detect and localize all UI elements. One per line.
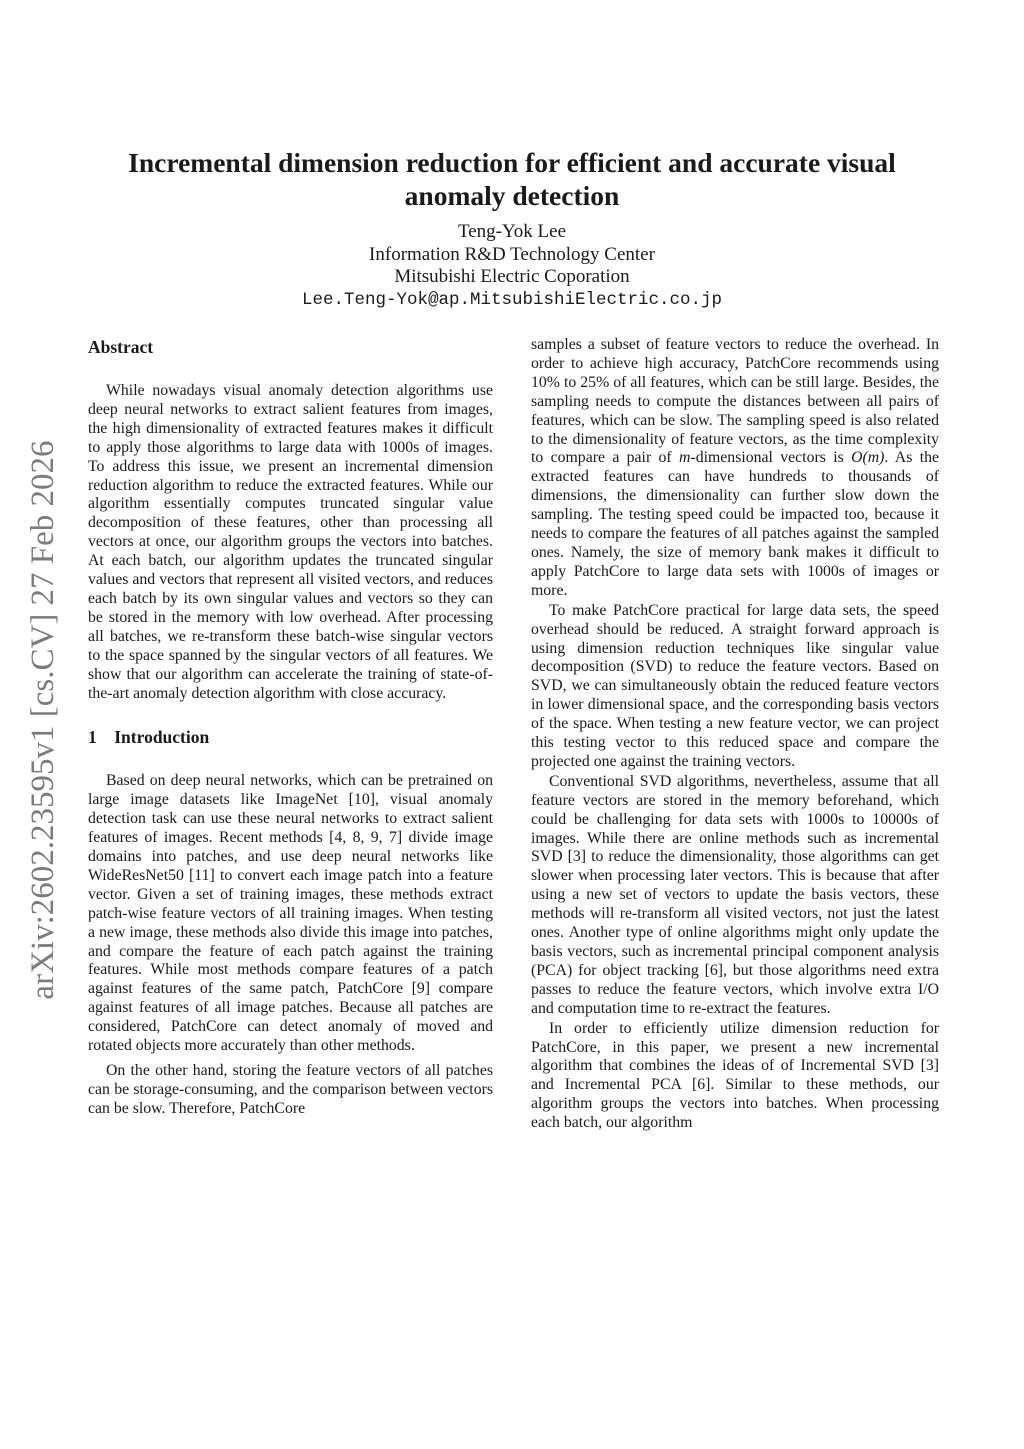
section-heading-introduction: [88, 726, 493, 748]
author-name: Teng-Yok Lee: [457, 221, 567, 242]
math-m: m: [679, 449, 691, 467]
affiliation-line-1: Information R&D Technology Center: [369, 243, 655, 265]
intro-paragraph-2: On the other hand, storing the feature vectors of all patches can be storage-consuming, and the comparison between vectors can be slow. Therefore, PatchCore: [88, 1062, 493, 1117]
author-email[interactable]: Lee.Teng-Yok@ap.MitsubishiElectric.co.jp: [301, 289, 723, 310]
abstract-heading: Abstract: [88, 337, 154, 357]
right-column: [531, 336, 939, 1133]
intro-paragraph-3: samples a subset of feature vectors to reduce the overhead. In order to achieve high accuracy, PatchCore recommends using 10% to 25% of all features, which can be still large. Besides, the sampling needs to compute the distances between all pairs of features, which can be slow. The sampling speed is also related to the dimensionality of feature vectors, as the time complexity to compare a pair of m-dimensional vectors is O(m). As the extracted features can have hundreds to thousands of dimensions, the dimensionality can further slow down the sampling. The testing speed could be impacted too, because it needs to compare the features of all patches against the sampled ones. Namely, the size of memory bank makes it difficult to apply PatchCore to large data sets with 1000s of images or more.: [531, 336, 939, 599]
paper-title: Incremental dimension reduction for efficient and accurate visual anomaly detection: [128, 147, 896, 211]
intro-paragraph-1: Based on deep neural networks, which can be pretrained on large image datasets like ImageNet [10], visual anomaly detection task can use these neural networks to extract salient features of images. Recent methods [4, 8, 9, 7] divide image domains into patches, and use deep neural networks like WideResNet50 [11] to convert each image patch into a feature vector. Given a set of training images, these methods extract patch-wise feature vectors of all training images. When testing a new image, these methods also divide this image into patches, and compare the feature of each patch against the training features. While most methods compare features of a patch against features of the same patch, PatchCore [9] compare against features of all image patches. Because all patches are considered, PatchCore can detect anomaly of moved and rotated objects more accurately than other methods.: [88, 772, 493, 1055]
section-number: 1: [88, 727, 97, 748]
intro-paragraph-4: To make PatchCore practical for large data sets, the speed overhead should be reduced. A straight forward approach is using dimension reduction techniques like singular value decomposition (SVD) to reduce the feature vectors. Based on SVD, we can simultaneously obtain the reduced feature vectors in lower dimensional space, and the corresponding basis vectors of the space. When testing a new feature vector, we can project this testing vector to this reduced space and compare the projected one against the training vectors.: [531, 601, 939, 770]
author-block: [80, 221, 944, 311]
affiliation-line-2: Mitsubishi Electric Coporation: [394, 266, 630, 287]
math-big-o: O(m): [851, 449, 885, 467]
section-title: Introduction: [114, 727, 210, 748]
intro-paragraph-6: In order to efficiently utilize dimension reduction for PatchCore, in this paper, we present a new incremental algorithm that combines the ideas of of Incremental SVD [3] and Incremental PCA [6]. Similar to these methods, our algorithm groups the vectors into batches. When processing each batch, our algorithm: [531, 1019, 939, 1132]
intro-paragraph-5: Conventional SVD algorithms, nevertheless, assume that all feature vectors are stored in the memory beforehand, which could be challenging for data sets with 1000s to 10000s of images. While there are online methods such as incremental SVD [3] to reduce the dimensionality, those algorithms can get slower when processing later vectors. This is because that after using a new set of vectors to update the basis vectors, these methods will re-transform all visited vectors, not just the latest ones. Another type of online algorithms might only update the basis vectors, such as incremental principal component analysis (PCA) for object tracking [6], but those algorithms need extra passes to reduce the feature vectors, which involve extra I/O and computation time to re-extract the features.: [531, 772, 939, 1017]
arxiv-identifier: arXiv:2602.23595v1 [cs.CV] 27 Feb 2026: [25, 440, 61, 1000]
left-column: [88, 336, 493, 1119]
abstract-text: While nowadays visual anomaly detection algorithms use deep neural networks to extract salient features from images, the high dimensionality of extracted features makes it difficult to apply those algorithms to large data with 1000s of images. To address this issue, we present an incremental dimension reduction algorithm to reduce the extracted features. While our algorithm essentially computes truncated singular value decomposition of these features, other than processing all vectors at once, our algorithm groups the vectors into batches. At each batch, our algorithm updates the truncated singular values and vectors that represent all visited vectors, and reduces each batch by its own singular values and vectors so they can be stored in the memory with low overhead. After processing all batches, we re-transform these batch-wise singular vectors to the space spanned by the singular vectors of all features. We show that our algorithm can accelerate the training of state-of-the-art anomaly detection algorithm with close accuracy.: [88, 382, 493, 702]
